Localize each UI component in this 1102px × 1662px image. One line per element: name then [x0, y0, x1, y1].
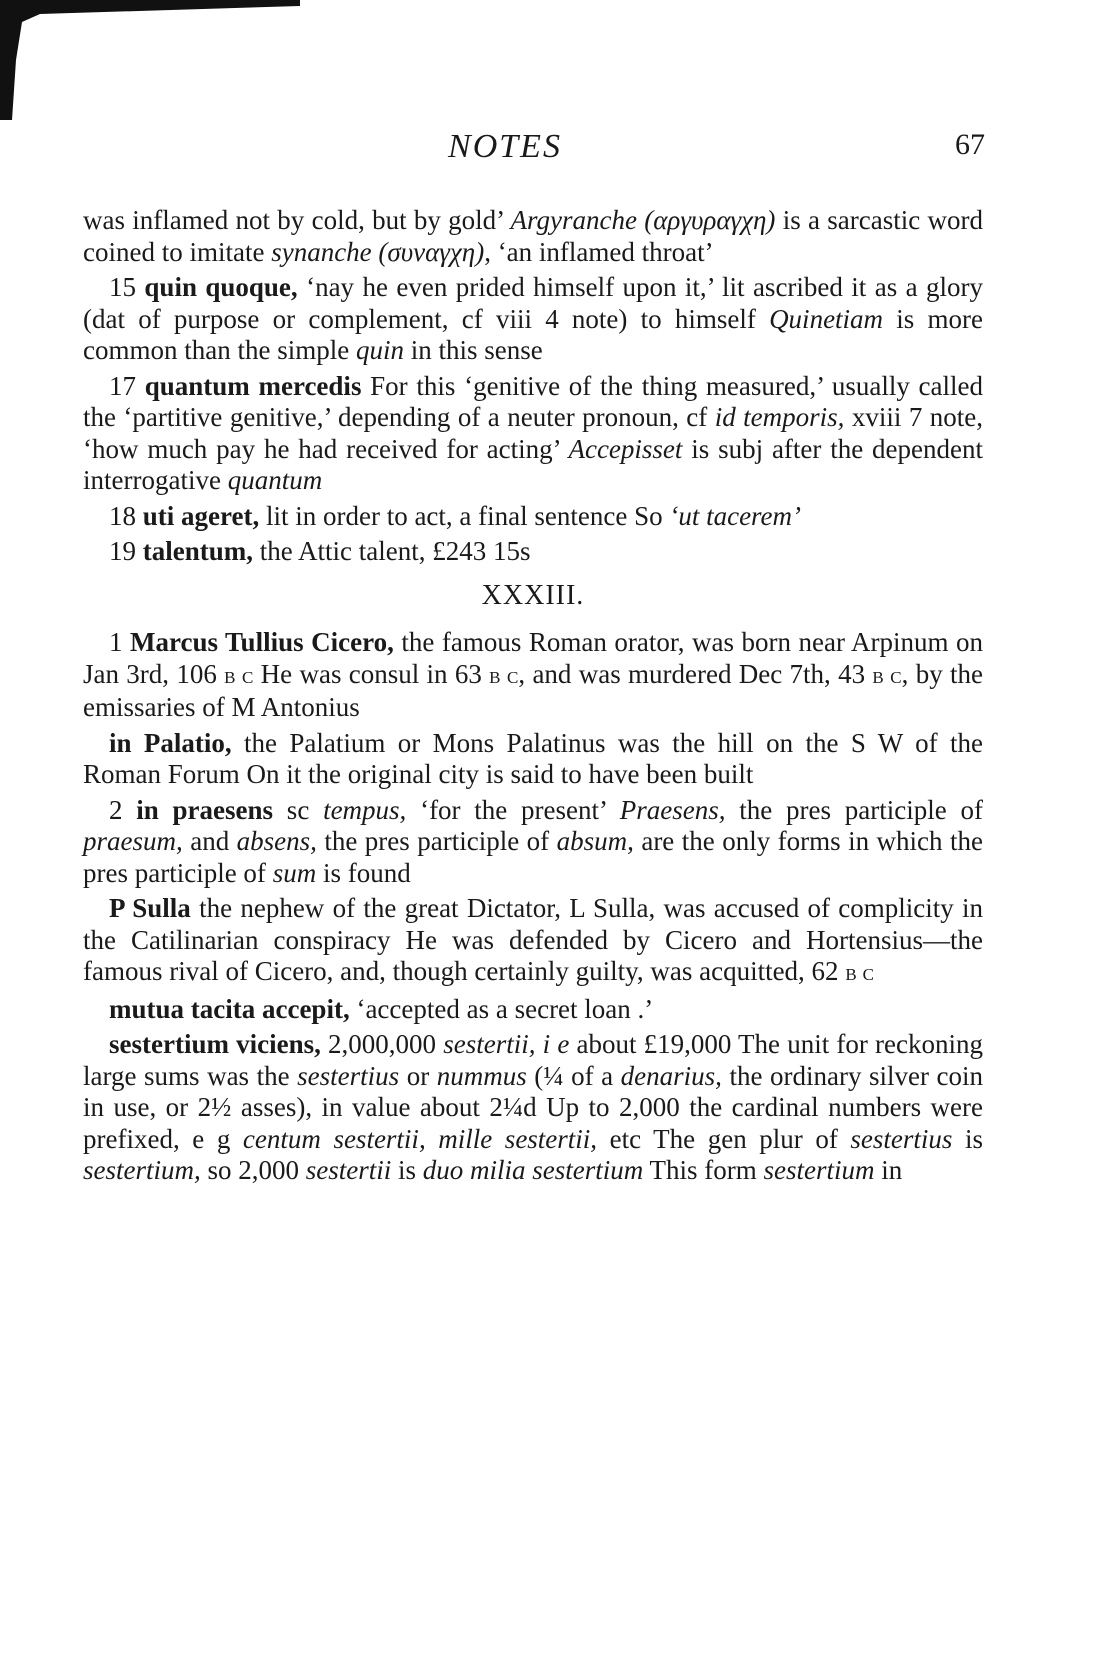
notes-body	[83, 205, 983, 1191]
page-corner-shadow	[0, 0, 310, 120]
note-sestertium: sestertium viciens, 2,000,000 sestertii, i e about £19,000 The unit for reckoning large sums was the sestertius or nummus (¼ of a denarius, the ordinary silver coin in use, or 2½ asses), in value about 2¼d Up to 2,000 the cardinal numbers were prefixed, e g centum sestertii, mille sestertii, etc The gen plur of sestertius is sestertium, so 2,000 sestertii is duo milia sestertium This form sestertium in	[83, 1029, 983, 1185]
note-p-sulla: P Sulla the nephew of the great Dictator, L Sulla, was accused of complicity in the Catilinarian conspiracy He was defended by Cicero and Hortensius—the famous rival of Cicero, and, though certainly guilty, was acquitted, 62 b c	[83, 893, 983, 986]
note-15: 15 quin quoque, ‘nay he even prided himself upon it,’ lit ascribed it as a glory (dat of purpose or complement, cf viii 4 note) to himself Quinetiam is more common than the simple quin in this sense	[83, 272, 983, 365]
running-title: NOTES	[448, 128, 562, 165]
section-heading: XXXIII.	[481, 579, 585, 611]
note-in-palatio: in Palatio, the Palatium or Mons Palatinus was the hill on the S W of the Roman Forum On it the original city is said to have been built	[83, 727, 983, 789]
note-xxxiii-1: 1 Marcus Tullius Cicero, the famous Roman orator, was born near Arpinum on Jan 3rd, 106 b c He was consul in 63 b c, and was murdered Dec 7th, 43 b c, by the emissaries of M Antonius	[83, 627, 984, 722]
note-xxxiii-2: 2 in praesens sc tempus, ‘for the present’ Praesens, the pres participle of praesum, and absens, the pres participle of absum, are the only forms in which the pres participle of sum is found	[83, 794, 983, 888]
note-18: 18 uti ageret, lit in order to act, a final sentence So ‘ut tacerem’	[109, 500, 802, 531]
note-17: 17 quantum mercedis For this ‘genitive of the thing measured,’ usually called the ‘partitive genitive,’ depending of a neuter pronoun, cf id temporis, xviii 7 note, ‘how much pay he had received for acting’ Accepisset is subj after the dependent interrogative quantum	[83, 370, 983, 495]
note-continuation: was inflamed not by cold, but by gold’ Argyranche (αργυραγχη) is a sarcastic word coined to imitate synanche (συναγχη), ‘an inflamed throat’	[83, 205, 984, 267]
note-mutua: mutua tacita accepit, ‘accepted as a secret loan .’	[109, 993, 654, 1024]
page-number: 67	[955, 128, 985, 161]
note-19: 19 talentum, the Attic talent, £243 15s	[109, 536, 531, 566]
